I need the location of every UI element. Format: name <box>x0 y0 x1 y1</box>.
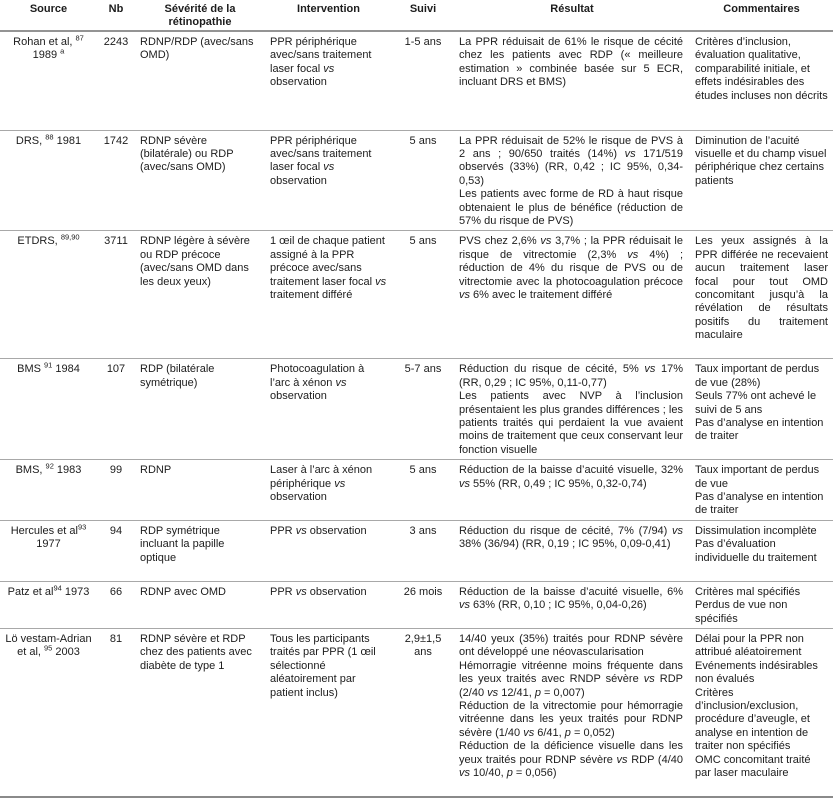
header-row <box>0 0 833 31</box>
table-row <box>0 520 833 581</box>
cell-suivi: 5-7 ans <box>404 363 442 376</box>
cell-nb: 66 <box>109 585 123 598</box>
cell-intervention: Tous les participants traités par PPR (1 œil sélectionné aléatoirement par patient inclus) <box>270 633 376 699</box>
cell-severite: RDNP sévère et RDP chez des patients avec diabète de type 1 <box>140 633 252 672</box>
col-header-commentaires: Commentaires <box>690 0 833 31</box>
cell-suivi: 2,9±1,5 ans <box>404 633 442 659</box>
cell-resultat: 14/40 yeux (35%) traités pour RDNP sévère ont développé une néovascularisation Hémorragie vitréenne moins fréquente dans les yeux traités avec RNDP sévère vs RDP (2/40 vs 12/41, p = 0,007) Réduction de la vitrectomie pour hémorragie vitréenne dans les yeux traités pour RDNP sévère (1/40 vs 6/41, p = 0,052) Réduction de la déficience visuelle dans les yeux traités pour RDNP sévère vs RDP (4/40 vs 10/40, p = 0,056) <box>459 633 684 780</box>
table-row <box>0 359 833 460</box>
cell-commentaires: Taux important de perdus de vue (28%) Seuls 77% ont achevé le suivi de 5 ans Pas d’analyse en intention de traiter <box>695 363 824 443</box>
table-row <box>0 581 833 628</box>
cell-intervention: PPR périphérique avec/sans traitement laser focal vs observation <box>270 36 372 89</box>
cell-resultat: Réduction du risque de cécité, 5% vs 17% (RR, 0,29 ; IC 95%, 0,11-0,77) Les patients avec NVP à l’inclusion présentaient les plus grandes différences ; les patients traités qui perdaient la vue avaient moins de traitement que ceux conservant leur fonction visuelle <box>459 363 683 456</box>
cell-severite: RDNP sévère (bilatérale) ou RDP (avec/sans OMD) <box>140 134 234 174</box>
col-header-nb: Nb <box>97 0 135 31</box>
col-header-suivi: Suivi <box>392 0 454 31</box>
col-header-severite: Sévérité de la rétinopathie <box>135 0 265 31</box>
cell-commentaires: Taux important de perdus de vue Pas d’analyse en intention de traiter <box>695 464 824 517</box>
cell-commentaires: Critères d’inclusion, évaluation qualitative, comparabilité initiale, et effets indésirables des études incluses non décrits <box>695 36 828 102</box>
cell-suivi: 5 ans <box>409 235 437 248</box>
cell-nb: 2243 <box>103 36 129 48</box>
table-row <box>0 31 833 130</box>
cell-severite: RDNP/RDP (avec/sans OMD) <box>140 36 254 62</box>
col-header-resultat: Résultat <box>454 0 690 31</box>
cell-nb: 107 <box>106 363 126 376</box>
cell-severite: RDNP <box>140 464 172 477</box>
cell-severite: RDNP légère à sévère ou RDP précoce (avec/sans OMD dans les deux yeux) <box>140 235 250 288</box>
cell-nb: 99 <box>109 464 123 477</box>
cell-commentaires: Dissimulation incomplète Pas d’évaluation individuelle du traitement <box>695 524 817 564</box>
cell-nb: 81 <box>109 633 123 646</box>
table-row <box>0 460 833 521</box>
col-header-intervention: Intervention <box>265 0 392 31</box>
col-header-source: Source <box>0 0 97 31</box>
table-row <box>0 629 833 797</box>
cell-suivi: 5 ans <box>409 464 437 477</box>
cell-severite: RDP (bilatérale symétrique) <box>140 363 215 389</box>
cell-intervention: PPR vs observation <box>270 585 367 598</box>
cell-intervention: 1 œil de chaque patient assigné à la PPR précoce avec/sans traitement laser focal vs traitement différé <box>270 235 387 301</box>
cell-suivi: 5 ans <box>409 134 437 147</box>
cell-resultat: Réduction du risque de cécité, 7% (7/94) vs 38% (36/94) (RR, 0,19 ; IC 95%, 0,09-0,41) <box>459 524 683 551</box>
cell-source: BMS, $^{92}$ 1983 <box>15 461 82 477</box>
table-row <box>0 130 833 231</box>
cell-resultat: La PPR réduisait de 52% le risque de PVS à 2 ans ; 90/650 traités (14%) vs 171/519 observés (33%) (RR, 0,42 ; IC 95%, 0,34-0,53) Les patients avec forme de RD à haut risque obtenaient le plus de bénéfice (réduction de 57% du risque de PVS) <box>459 134 683 227</box>
cell-commentaires: Diminution de l’acuité visuelle et du champ visuel périphérique chez certains patients <box>695 134 827 187</box>
cell-intervention: PPR vs observation <box>270 524 367 537</box>
cell-severite: RDNP avec OMD <box>140 585 226 598</box>
cell-nb: 3711 <box>104 235 128 248</box>
cell-source: BMS $^{91}$ 1984 <box>17 360 80 376</box>
cell-intervention: Laser à l’arc à xénon périphérique vs observation <box>270 464 373 503</box>
cell-source: Hercules et $al^{93}$ 1977 <box>10 522 87 551</box>
cell-commentaires: Critères mal spécifiés Perdus de vue non spécifiés <box>695 585 801 625</box>
cell-resultat: La PPR réduisait de 61% le risque de cécité chez les patients avec RDP (« meilleure estimation » combinée basée sur 5 ECR, incluant DRS et BMS) <box>459 36 683 89</box>
cell-resultat: PVS chez 2,6% vs 3,7% ; la PPR réduisait le risque de vitrectomie (2,3% vs 4%) ; réduction de 4% du risque de PVS ou de vitrectomie avec la photocoagulation précoce vs 6% avec le traitement différé <box>459 235 684 301</box>
cell-source: Patz et $al^{94}$ 1973 <box>7 583 90 598</box>
cell-intervention: Photocoagulation à l’arc à xénon vs observation <box>270 363 365 403</box>
cell-commentaires: Les yeux assignés à la PPR différée ne recevaient aucun traitement laser focal pour tout OMD concomitant jusqu’à la révélation de résultats positifs du traitement maculaire <box>695 235 828 342</box>
cell-suivi: 1-5 ans <box>404 36 442 48</box>
cell-intervention: PPR périphérique avec/sans traitement laser focal vs observation <box>270 134 372 187</box>
cell-source: Lö vestam-Adrian et al, $^{95}$ 2003 <box>5 633 92 659</box>
cell-nb: 94 <box>109 524 123 537</box>
cell-severite: RDP symétrique incluant la papille optique <box>140 524 225 564</box>
cell-source: ETDRS, $^{89,90}$ <box>17 232 80 248</box>
cell-source: DRS, $^{88}$ 1981 <box>15 131 82 147</box>
cell-resultat: Réduction de la baisse d’acuité visuelle, 32% vs 55% (RR, 0,49 ; IC 95%, 0,32-0,74) <box>459 464 683 490</box>
table-row <box>0 231 833 359</box>
cell-resultat: Réduction de la baisse d’acuité visuelle, 6% vs 63% (RR, 0,10 ; IC 95%, 0,04-0,26) <box>459 585 683 612</box>
cell-suivi: 3 ans <box>409 524 437 537</box>
cell-nb: 1742 <box>103 134 129 147</box>
cell-commentaires: Délai pour la PPR non attribué aléatoirement Evénements indésirables non évalués Critères d’inclusion/exclusion, procédure d’aveugle, et analyse en intention de traiter non spécifiés OMC concomitant traité par laser maculaire <box>695 633 818 780</box>
cell-suivi: 26 mois <box>403 585 443 598</box>
cell-source: Rohan et al, $^{87}$ 1989 $^a$ <box>13 33 84 62</box>
